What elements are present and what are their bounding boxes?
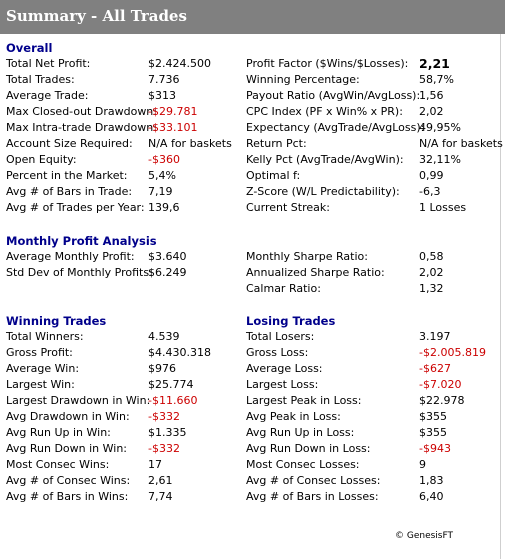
winning-value: 17 [148, 458, 162, 471]
overall-right-label: Return Pct: [246, 137, 307, 150]
winning-label: Largest Drawdown in Win: [6, 394, 151, 407]
losing-label: Avg Run Up in Loss: [246, 426, 355, 439]
overall-right-label: Expectancy (AvgTrade/AvgLoss): [246, 121, 425, 134]
panel-border [500, 34, 501, 559]
overall-right-label: Optimal f: [246, 169, 301, 182]
overall-right-value: 32,11% [419, 153, 461, 166]
losing-value: $355 [419, 426, 447, 439]
overall-right-label: Winning Percentage: [246, 73, 360, 86]
winning-label: Avg Run Up in Win: [6, 426, 111, 439]
losing-label: Largest Peak in Loss: [246, 394, 362, 407]
overall-right-value: 49,95% [419, 121, 461, 134]
losing-label: Most Consec Losses: [246, 458, 360, 471]
overall-right-value: 0,99 [419, 169, 444, 182]
overall-left-label: Total Net Profit: [6, 57, 91, 70]
monthly-left-value: $6.249 [148, 266, 187, 279]
overall-left-value: -$29.781 [148, 105, 198, 118]
winning-value: $976 [148, 362, 176, 375]
overall-right-label: CPC Index (PF x Win% x PR): [246, 105, 403, 118]
overall-right-label: Z-Score (W/L Predictability): [246, 185, 400, 198]
losing-value: -$627 [419, 362, 451, 375]
winning-label: Gross Profit: [6, 346, 73, 359]
winning-label: Avg # of Bars in Wins: [6, 490, 129, 503]
losing-value: $22.978 [419, 394, 465, 407]
losing-label: Avg # of Consec Losses: [246, 474, 381, 487]
overall-left-label: Open Equity: [6, 153, 77, 166]
overall-right-value: N/A for baskets [419, 137, 503, 150]
section-header-losing-trades: Losing Trades [246, 314, 336, 328]
monthly-left-label: Average Monthly Profit: [6, 250, 135, 263]
losing-label: Largest Loss: [246, 378, 319, 391]
winning-value: -$332 [148, 442, 180, 455]
losing-label: Avg Peak in Loss: [246, 410, 341, 423]
section-header-winning-trades: Winning Trades [6, 314, 107, 328]
winning-value: 4.539 [148, 330, 180, 343]
overall-right-label: Current Streak: [246, 201, 330, 214]
overall-left-value: 7,19 [148, 185, 173, 198]
overall-right-value: 1,56 [419, 89, 444, 102]
overall-left-value: -$33.101 [148, 121, 198, 134]
window-title: Summary - All Trades [0, 0, 505, 34]
winning-value: $1.335 [148, 426, 187, 439]
monthly-left-value: $3.640 [148, 250, 187, 263]
monthly-right-value: 1,32 [419, 282, 444, 295]
overall-left-value: 7.736 [148, 73, 180, 86]
overall-right-value: 2,02 [419, 105, 444, 118]
winning-value: -$11.660 [148, 394, 198, 407]
monthly-left-label: Std Dev of Monthly Profits: [6, 266, 153, 279]
losing-label: Average Loss: [246, 362, 323, 375]
losing-value: -$7.020 [419, 378, 462, 391]
winning-value: $25.774 [148, 378, 194, 391]
overall-left-value: 139,6 [148, 201, 180, 214]
winning-label: Avg Drawdown in Win: [6, 410, 130, 423]
overall-left-label: Average Trade: [6, 89, 89, 102]
overall-left-label: Avg # of Bars in Trade: [6, 185, 133, 198]
overall-left-label: Account Size Required: [6, 137, 133, 150]
overall-left-value: -$360 [148, 153, 180, 166]
overall-right-label: Profit Factor ($Wins/$Losses): [246, 57, 409, 70]
losing-value: 3.197 [419, 330, 451, 343]
overall-left-label: Percent in the Market: [6, 169, 128, 182]
losing-value: 1,83 [419, 474, 444, 487]
overall-right-label: Payout Ratio (AvgWin/AvgLoss): [246, 89, 421, 102]
winning-value: $4.430.318 [148, 346, 211, 359]
section-header-overall: Overall [6, 41, 53, 55]
losing-label: Avg Run Down in Loss: [246, 442, 371, 455]
overall-left-label: Max Intra-trade Drawdown: [6, 121, 157, 134]
winning-value: 2,61 [148, 474, 173, 487]
overall-left-value: 5,4% [148, 169, 176, 182]
copyright-notice: © GenesisFT [395, 531, 454, 541]
overall-left-label: Total Trades: [6, 73, 75, 86]
monthly-right-value: 2,02 [419, 266, 444, 279]
losing-value: 9 [419, 458, 426, 471]
winning-label: Avg Run Down in Win: [6, 442, 128, 455]
overall-left-value: N/A for baskets [148, 137, 232, 150]
winning-label: Most Consec Wins: [6, 458, 110, 471]
winning-label: Largest Win: [6, 378, 75, 391]
overall-right-value: 2,21 [419, 56, 450, 71]
monthly-right-value: 0,58 [419, 250, 444, 263]
overall-left-label: Avg # of Trades per Year: [6, 201, 145, 214]
losing-value: -$2.005.819 [419, 346, 486, 359]
overall-left-value: $2.424.500 [148, 57, 211, 70]
monthly-right-label: Monthly Sharpe Ratio: [246, 250, 368, 263]
winning-label: Average Win: [6, 362, 80, 375]
losing-value: $355 [419, 410, 447, 423]
section-header-monthly-profit-analysis: Monthly Profit Analysis [6, 234, 157, 248]
overall-right-value: 58,7% [419, 73, 454, 86]
losing-label: Avg # of Bars in Losses: [246, 490, 379, 503]
overall-left-value: $313 [148, 89, 176, 102]
winning-value: 7,74 [148, 490, 173, 503]
monthly-right-label: Annualized Sharpe Ratio: [246, 266, 385, 279]
overall-right-value: -6,3 [419, 185, 441, 198]
overall-left-label: Max Closed-out Drawdown: [6, 105, 157, 118]
winning-label: Total Winners: [6, 330, 84, 343]
losing-value: -$943 [419, 442, 451, 455]
overall-right-label: Kelly Pct (AvgTrade/AvgWin): [246, 153, 404, 166]
losing-value: 6,40 [419, 490, 444, 503]
winning-value: -$332 [148, 410, 180, 423]
overall-right-value: 1 Losses [419, 201, 467, 214]
winning-label: Avg # of Consec Wins: [6, 474, 131, 487]
losing-label: Total Losers: [246, 330, 315, 343]
monthly-right-label: Calmar Ratio: [246, 282, 321, 295]
losing-label: Gross Loss: [246, 346, 309, 359]
